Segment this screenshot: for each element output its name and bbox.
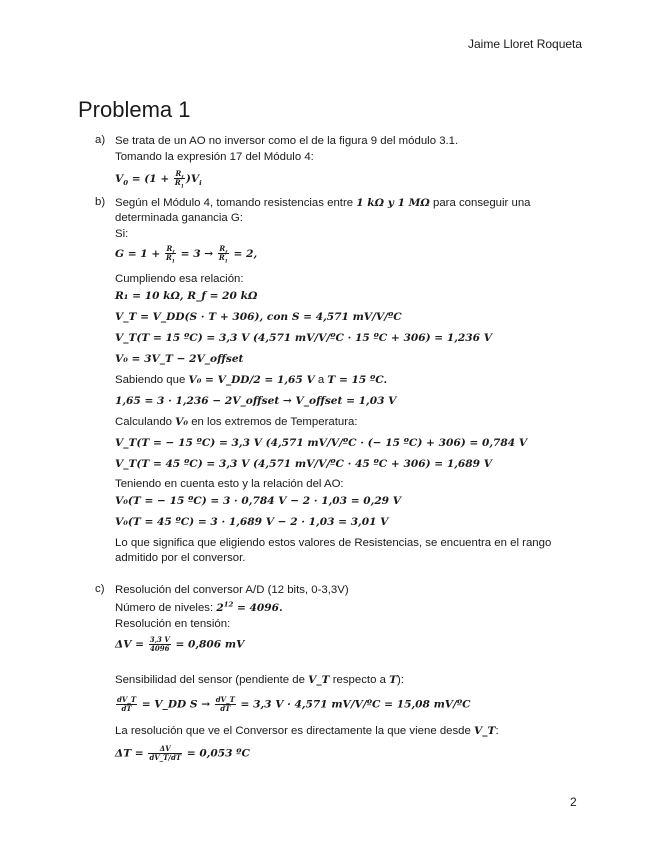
fraction-gain-1: $\frac{R_f}{R_1}$ <box>165 244 175 265</box>
section-b-si: Si: <box>115 228 129 240</box>
gain-equation: G = 1 + $\frac{R_f}{R_1}$ = 3 → $\frac{R_f}{R_1}$ = 2, <box>115 244 258 265</box>
v0-45-equation: V₀(T = 45 ºC) = 3 · 1,689 V − 2 · 1,03 = 3,01 V <box>115 516 389 528</box>
fraction-rf-r1: $\frac{R_f}{R_1}$ <box>174 169 184 190</box>
vt-45-equation: V_T(T = 45 ºC) = 3,3 V (4,571 mV/V/ºC · 45 ºC + 306) = 1,689 V <box>115 458 492 470</box>
page-title: Problema 1 <box>78 97 191 122</box>
resolucion-conversor-text: La resolución que ve el Conversor es directamente la que viene desde V_T: <box>115 725 499 737</box>
conclusion-line1: Lo que significa que eligiendo estos valores de Resistencias, se encuentra en el rango <box>115 537 552 549</box>
offset-equation: 1,65 = 3 · 1,236 − 2V_offset → V_offset = 1,03 V <box>115 395 397 407</box>
conclusion-line2: admitido por el conversor. <box>115 552 246 564</box>
vt-15-equation: V_T(T = 15 ºC) = 3,3 V (4,571 mV/V/ºC · 15 ºC + 306) = 1,236 V <box>115 332 492 344</box>
niveles-text: Número de niveles: $2^{12} = 4096$. <box>115 600 283 614</box>
fraction-dv-dvdt: $\frac{\Delta V}{dV\_T/dT}$ <box>149 744 182 762</box>
resistor-values: R₁ = 10 kΩ, R_f = 20 kΩ <box>115 290 258 302</box>
delta-v-equation: ΔV = $\frac{3,3 V}{4096}$ = 0,806 mV <box>115 635 245 653</box>
fraction-3v3-4096: $\frac{3,3 V}{4096}$ <box>149 635 170 653</box>
cumpliendo-text: Cumpliendo esa relación: <box>115 273 244 285</box>
section-c-label: c) <box>95 583 105 595</box>
sensitivity-equation: $\frac{dV\_T}{dT}$ = V_DD S → $\frac{dV\_T}{dT}$ = 3,3 V · 4,571 mV/V/ºC = 15,08 mV/ºC <box>117 695 471 713</box>
section-b-line1: Según el Módulo 4, tomando resistencias entre 1 kΩ y 1 MΩ para conseguir una <box>115 197 531 209</box>
sabiendo-text: Sabiendo que V₀ = V_DD/2 = 1,65 V a T = 15 ºC. <box>115 374 388 386</box>
section-a-line2: Tomando la expresión 17 del Módulo 4: <box>115 151 314 163</box>
v0-minus15-equation: V₀(T = − 15 ºC) = 3 · 0,784 V − 2 · 1,03 = 0,29 V <box>115 495 401 507</box>
fraction-dvt-dt-1: $\frac{dV\_T}{dT}$ <box>117 695 137 713</box>
vt-minus15-equation: V_T(T = − 15 ºC) = 3,3 V (4,571 mV/V/ºC · (− 15 ºC) + 306) = 0,784 V <box>115 437 528 449</box>
section-c-line1: Resolución del conversor A/D (12 bits, 0-3,3V) <box>115 584 349 596</box>
section-b-label: b) <box>95 196 106 208</box>
resolucion-tension-text: Resolución en tensión: <box>115 618 231 630</box>
page-number: 2 <box>570 795 577 809</box>
delta-t-equation: ΔT = $\frac{\Delta V}{dV\_T/dT}$ = 0,053 ºC <box>115 744 250 762</box>
section-a-label: a) <box>95 134 106 146</box>
section-b-line2: determinada ganancia G: <box>115 212 243 224</box>
vt-formula: V_T = V_DD(S · T + 306), con S = 4,571 mV/V/ºC <box>115 311 402 323</box>
fraction-dvt-dt-2: $\frac{dV\_T}{dT}$ <box>215 695 235 713</box>
section-a-equation: $V_0 = (1$ + $\frac{R_f}{R_1}$ )$V_i$ <box>115 169 202 190</box>
v0-formula: V₀ = 3V_T − 2V_offset <box>115 353 244 365</box>
page-header-author: Jaime Lloret Roqueta <box>468 37 583 51</box>
calculando-text: Calculando V₀ en los extremos de Temperatura: <box>115 416 358 428</box>
fraction-gain-2: $\frac{R_f}{R_1}$ <box>218 244 228 265</box>
sensibilidad-text: Sensibilidad del sensor (pendiente de V_T respecto a T): <box>115 674 404 686</box>
teniendo-text: Teniendo en cuenta esto y la relación del AO: <box>115 478 344 490</box>
section-a-line1: Se trata de un AO no inversor como el de la figura 9 del módulo 3.1. <box>115 135 459 147</box>
